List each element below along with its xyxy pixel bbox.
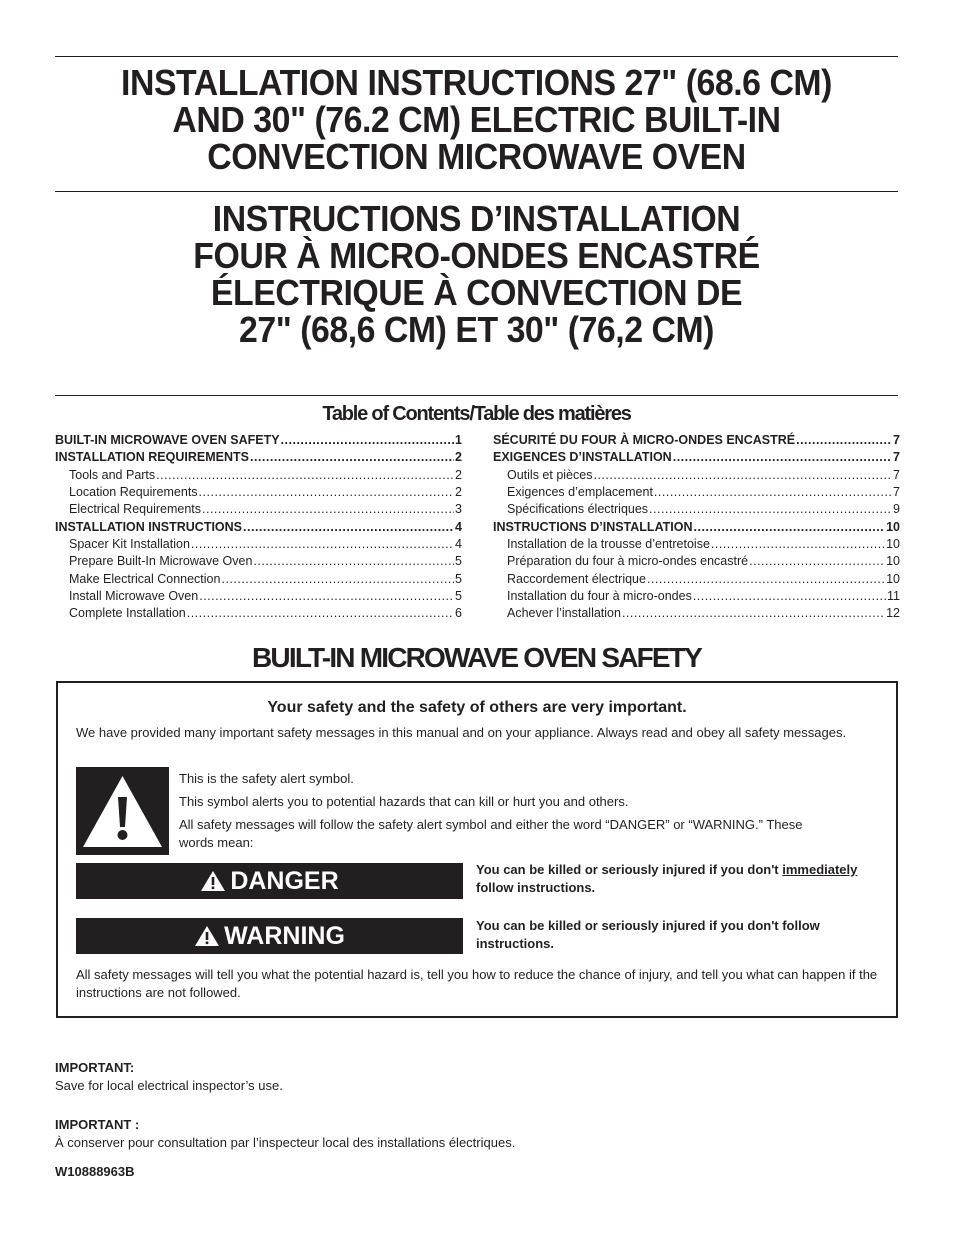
note-label: IMPORTANT : [55,1117,140,1132]
document-number: W10888963B [55,1164,135,1179]
toc-entry [493,572,900,589]
toc-entry [55,520,462,537]
toc-leader-dots [187,606,454,620]
toc-entry [493,554,900,571]
safety-footer-text: All safety messages will tell you what the potential hazard is, tell you how to reduce the chance of injury, and tell you what can happen if the instructions are not followed. [76,967,878,1000]
toc-leader-dots [654,485,892,499]
toc-entry-page: 1 [455,433,462,447]
important-note-french [55,1116,515,1152]
toc-entry-page: 7 [893,467,900,482]
toc-entry [493,433,900,450]
toc-entry [55,537,462,554]
toc-entry-page: 7 [893,485,900,500]
symbol-line: This symbol alerts you to potential hazards that can kill or hurt you and others. [179,794,629,809]
toc-entry-title: BUILT-IN MICROWAVE OVEN SAFETY [55,433,280,447]
toc-entry-title: Achever l’installation [507,606,621,621]
toc-entry-page: 10 [886,571,900,586]
toc-entry-title: INSTRUCTIONS D’INSTALLATION [493,519,693,534]
safety-symbol-explanation [179,770,879,857]
toc-entry-title: Tools and Parts [69,467,156,482]
toc-entry [55,572,462,589]
symbol-line: All safety messages will follow the safety alert symbol and either the word “DANGER” or “WARNING.” These words mean: [179,817,803,850]
danger-label: DANGER [230,866,339,895]
safety-box [56,681,898,1018]
toc-leader-dots [796,433,892,447]
danger-text-part: follow instructions. [476,880,596,895]
danger-text-emphasis: immediately [782,862,858,877]
toc-entry-title: Outils et pièces [507,467,593,482]
toc-column-french [493,433,900,624]
toc-top-rule [55,395,898,396]
toc-column-english [55,433,462,624]
toc-leader-dots [191,537,454,551]
toc-entry-title: Install Microwave Oven [69,589,199,604]
toc-leader-dots [749,554,885,568]
warning-signal-bar [76,918,463,954]
safety-alert-symbol-icon [76,767,169,855]
toc-entry-page: 5 [455,589,462,604]
alert-triangle-icon [194,925,220,947]
title-separator-rule [55,191,898,192]
warning-text: You can be killed or seriously injured if you don't follow instructions. [476,918,820,951]
toc-leader-dots [199,589,454,603]
important-note-english [55,1059,283,1095]
toc-entry [55,485,462,502]
title-english-line: CONVECTION MICROWAVE OVEN [207,136,746,177]
toc-entry [493,450,900,467]
toc-entry-title: INSTALLATION INSTRUCTIONS [55,519,243,534]
toc-entry [493,606,900,623]
toc-entry-page: 5 [455,554,462,569]
toc-entry-title: Raccordement électrique [507,571,646,586]
toc-entry-title: Installation de la trousse d’entretoise [507,537,710,552]
note-text: Save for local electrical inspector’s use. [55,1078,283,1093]
toc-entry-title: INSTALLATION REQUIREMENTS [55,450,249,465]
toc-leader-dots [221,572,454,586]
toc-entry-page: 2 [455,450,462,465]
toc-leader-dots [622,606,885,620]
toc-entry-title: Installation du four à micro-ondes [507,589,692,604]
toc-entry [55,433,462,450]
toc-entry [493,468,900,485]
toc-entry-page: 11 [887,589,900,604]
toc-entry-title: Spécifications électriques [507,502,649,517]
toc-entry-page: 3 [455,502,462,517]
toc-entry [55,450,462,467]
note-label: IMPORTANT: [55,1060,135,1075]
title-french [80,200,872,348]
danger-signal-bar [76,863,463,899]
toc-entry [55,606,462,623]
toc-entry-page: 2 [455,467,462,482]
safety-intro-title: Your safety and the safety of others are very important. [267,699,687,716]
toc-entry-title: Spacer Kit Installation [69,537,190,552]
toc-entry-page: 5 [455,571,462,586]
toc-entry-page: 10 [886,519,900,534]
toc-entry-title: EXIGENCES D’INSTALLATION [493,450,672,465]
title-english [80,64,872,175]
alert-triangle-icon [200,870,226,892]
toc-entry [493,502,900,519]
toc-entry-page: 12 [886,606,900,621]
toc-leader-dots [250,450,454,464]
toc-leader-dots [647,572,885,586]
title-english-line: INSTALLATION INSTRUCTIONS 27" (68.6 CM) [121,62,832,103]
title-french-line: 27" (68,6 CM) ET 30" (76,2 CM) [239,309,714,350]
toc-entry-title: Prepare Built-In Microwave Oven [69,554,253,569]
toc-leader-dots [694,520,886,534]
toc-entry-page: 4 [455,519,462,534]
toc-entry [55,554,462,571]
toc-leader-dots [693,589,886,603]
toc-entry-title: Complete Installation [69,606,186,621]
toc-entry [493,589,900,606]
toc-leader-dots [199,485,455,499]
title-french-line: INSTRUCTIONS D’INSTALLATION [212,198,741,239]
toc-entry-page: 6 [455,606,462,621]
symbol-line: This is the safety alert symbol. [179,771,354,786]
toc-leader-dots [202,502,454,516]
toc-entry-page: 10 [886,554,900,569]
toc-entry-page: 7 [893,450,900,465]
toc-entry [493,520,900,537]
toc-leader-dots [243,520,454,534]
toc-entry-title: Préparation du four à micro-ondes encastré [507,554,749,569]
toc-entry-page: 2 [455,485,462,500]
warning-label: WARNING [224,921,345,950]
toc-leader-dots [711,537,885,551]
toc-entry-page: 9 [893,502,900,517]
toc-entry-page: 7 [893,433,900,447]
toc-entry-title: Location Requirements [69,485,198,500]
toc-leader-dots [649,502,892,516]
toc-entry-title: SÉCURITÉ DU FOUR À MICRO-ONDES ENCASTRÉ [493,433,796,447]
safety-intro-text: We have provided many important safety messages in this manual and on your appliance. Always read and obey all safety messages. [76,725,847,740]
toc-entry [55,589,462,606]
note-text: À conserver pour consultation par l’inspecteur local des installations électriques. [55,1135,516,1150]
title-english-line: AND 30" (76.2 CM) ELECTRIC BUILT-IN [172,99,781,140]
toc-entry-page: 4 [455,537,462,552]
title-french-line: FOUR À MICRO-ONDES ENCASTRÉ [193,235,760,276]
toc-entry [493,537,900,554]
toc-heading: Table of Contents/Table des matières [322,403,631,425]
top-rule [55,56,898,57]
toc-entry [55,468,462,485]
toc-leader-dots [673,450,892,464]
danger-text-part: You can be killed or seriously injured if you don't [476,862,783,877]
toc-leader-dots [593,468,892,482]
toc-entry [55,502,462,519]
toc-leader-dots [156,468,454,482]
section-heading-safety: BUILT-IN MICROWAVE OVEN SAFETY [252,642,701,673]
toc-leader-dots [253,554,454,568]
toc-leader-dots [281,433,455,447]
toc-entry-title: Make Electrical Connection [69,571,221,586]
toc-entry-page: 10 [886,537,900,552]
danger-text [476,861,886,897]
toc-entry-title: Exigences d’emplacement [507,485,653,500]
toc-entry-title: Electrical Requirements [69,502,201,517]
toc-entry [493,485,900,502]
title-french-line: ÉLECTRIQUE À CONVECTION DE [210,272,743,313]
